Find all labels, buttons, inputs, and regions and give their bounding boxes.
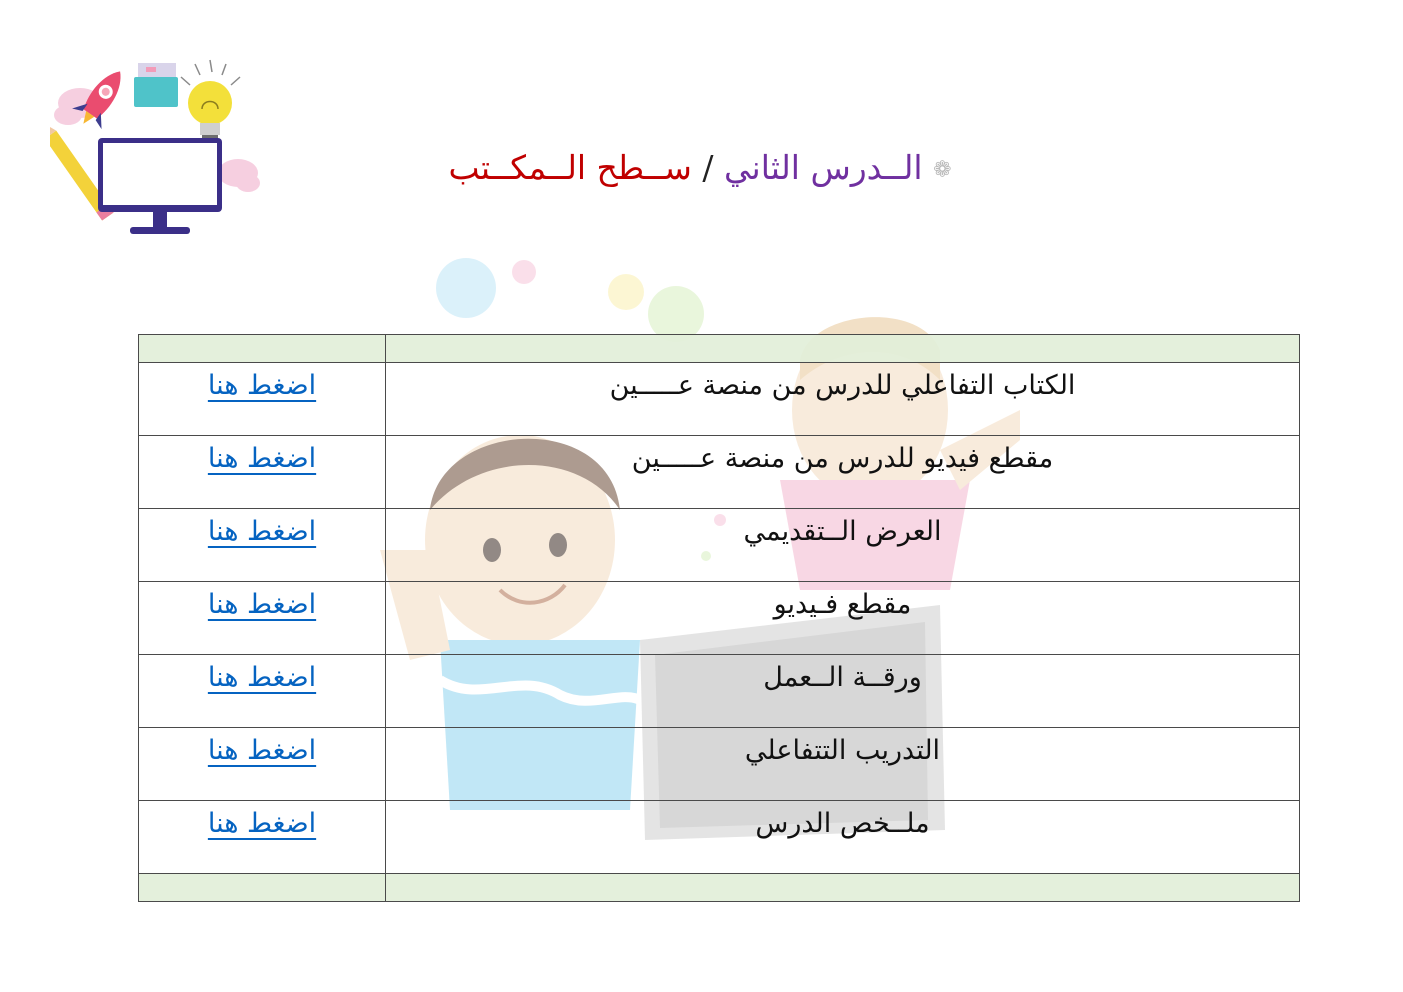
resource-link-cell [139, 509, 386, 582]
resource-description: الكتاب التفاعلي للدرس من منصة عـــــين [386, 363, 1300, 436]
resource-link-cell [139, 801, 386, 874]
resource-description: التدريب التتفاعلي [386, 728, 1300, 801]
click-here-link[interactable]: اضغط هنا [207, 662, 317, 693]
table-row [139, 509, 1300, 582]
click-here-link[interactable]: اضغط هنا [207, 443, 317, 474]
resource-link-cell [139, 728, 386, 801]
resource-description: ملــخص الدرس [386, 801, 1300, 874]
title-lesson-name: ســطح الــمكــتب [448, 148, 692, 187]
resource-link-cell [139, 655, 386, 728]
resource-description: ورقــة الــعمل [386, 655, 1300, 728]
page-title [380, 148, 1020, 187]
table-row [139, 436, 1300, 509]
resource-link-cell [139, 363, 386, 436]
title-lesson-number: الــدرس الثاني [724, 148, 923, 187]
table-row [139, 655, 1300, 728]
click-here-link[interactable]: اضغط هنا [207, 808, 317, 839]
resource-description: مقطع فـيديو [386, 582, 1300, 655]
click-here-link[interactable]: اضغط هنا [207, 735, 317, 766]
computer-rocket-lightbulb-illustration [50, 55, 265, 250]
click-here-link[interactable]: اضغط هنا [207, 370, 317, 401]
resource-description: العرض الــتقديمي [386, 509, 1300, 582]
title-separator: / [702, 148, 714, 187]
header-cell-description [386, 335, 1300, 363]
flower-icon: ❁ [933, 157, 952, 183]
table-row [139, 728, 1300, 801]
table-footer-band [139, 874, 1300, 902]
click-here-link[interactable]: اضغط هنا [207, 589, 317, 620]
resources-table [138, 334, 1300, 902]
table-row [139, 582, 1300, 655]
footer-cell-link [139, 874, 386, 902]
resource-link-cell [139, 436, 386, 509]
footer-cell-description [386, 874, 1300, 902]
click-here-link[interactable]: اضغط هنا [207, 516, 317, 547]
table-row [139, 363, 1300, 436]
table-row [139, 801, 1300, 874]
resource-link-cell [139, 582, 386, 655]
table-header-band [139, 335, 1300, 363]
header-cell-link [139, 335, 386, 363]
resource-description: مقطع فيديو للدرس من منصة عـــــين [386, 436, 1300, 509]
